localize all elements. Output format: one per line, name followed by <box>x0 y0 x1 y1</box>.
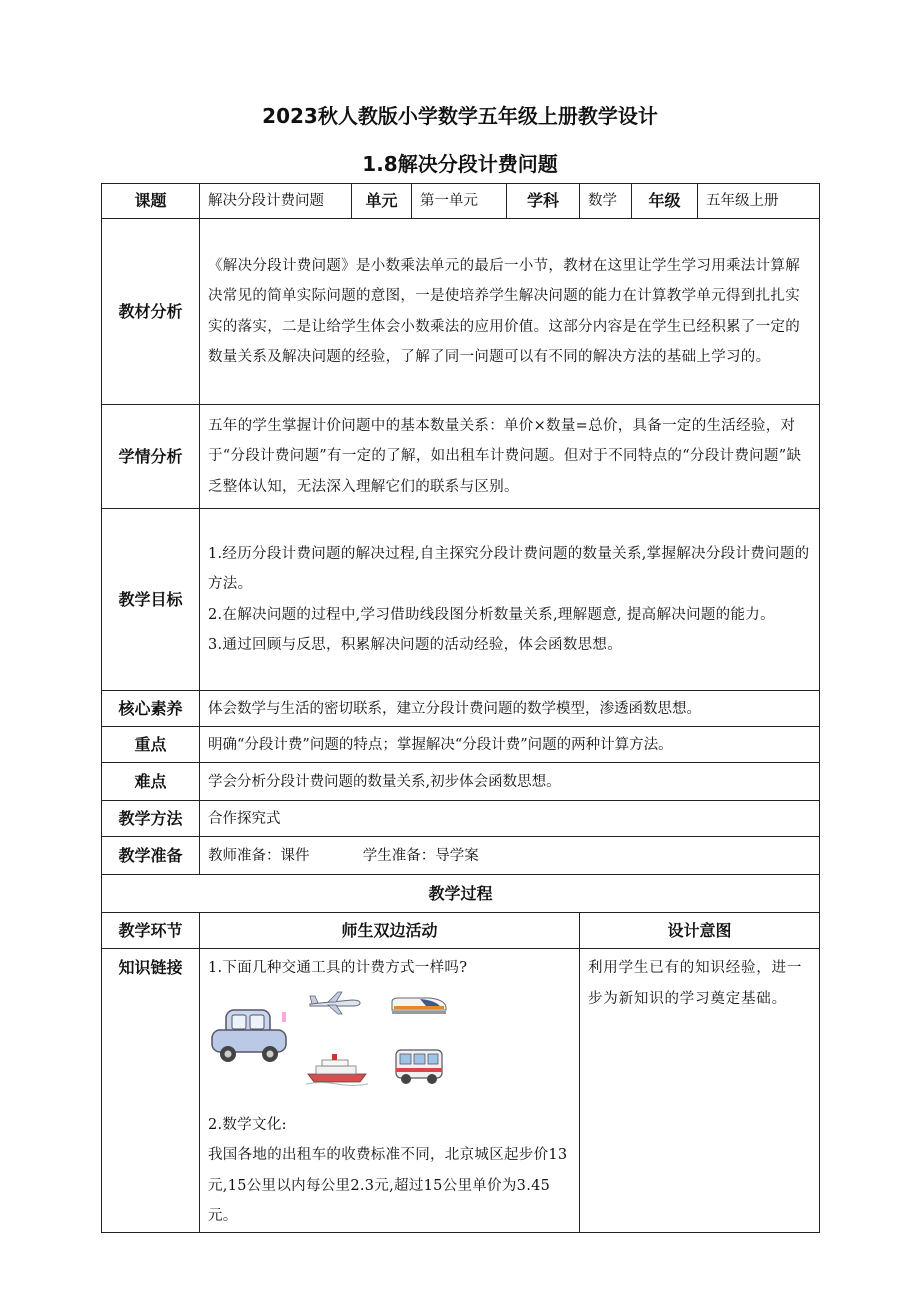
question-1: 1.下面几种交通工具的计费方式一样吗? <box>208 960 468 976</box>
difficulty-row <box>102 763 820 801</box>
prep-teacher: 教师准备：课件 <box>208 847 310 864</box>
transport-images <box>208 990 571 1100</box>
intent-text: 利用学生已有的知识经验，进一步为新知识的学习奠定基础。 <box>580 949 820 1233</box>
method-row <box>102 801 820 837</box>
bus-icon <box>394 1046 444 1086</box>
goals-cell <box>200 509 820 691</box>
core-row <box>102 691 820 727</box>
ship-icon <box>306 1052 368 1086</box>
goal-2: 2.在解决问题的过程中,学习借助线段图分析数量关系,理解题意, 提高解决问题的能力。 <box>208 606 775 623</box>
method-label: 教学方法 <box>102 801 200 837</box>
course-label: 课题 <box>102 184 200 219</box>
activity-col-header: 师生双边活动 <box>200 913 580 949</box>
grade-label: 年级 <box>632 184 698 219</box>
prep-row <box>102 837 820 875</box>
culture-text: 我国各地的出租车的收费标准不同，北京城区起步价13元,15公里以内每公里2.3元,超过15公里单价为3.45元。 <box>208 1147 568 1224</box>
difficulty-label: 难点 <box>102 763 200 801</box>
key-text: 明确“分段计费”问题的特点；掌握解决“分段计费”问题的两种计算方法。 <box>200 727 820 763</box>
knowledge-link-row <box>102 949 820 1233</box>
lesson-plan-table <box>101 183 820 1233</box>
process-title-row <box>102 875 820 913</box>
key-label: 重点 <box>102 727 200 763</box>
method-text: 合作探究式 <box>200 801 820 837</box>
prep-label: 教学准备 <box>102 837 200 875</box>
process-title: 教学过程 <box>102 875 820 913</box>
analysis-row <box>102 219 820 405</box>
goals-row <box>102 509 820 691</box>
subject-value: 数学 <box>580 184 632 219</box>
core-text: 体会数学与生活的密切联系，建立分段计费问题的数学模型，渗透函数思想。 <box>200 691 820 727</box>
intent-col-header: 设计意图 <box>580 913 820 949</box>
analysis-text: 《解决分段计费问题》是小数乘法单元的最后一小节，教材在这里让学生学习用乘法计算解决常见的简单实际问题的意图，一是使培养学生解决问题的能力在计算教学单元得到扎扎实实的落实，二是让给学生体会小数乘法的应用价值。这部分内容是在学生已经积累了一定的数量关系及解决问题的经验，了解了同一问题可以有不同的解决方法的基础上学习的。 <box>200 219 820 405</box>
taxi-icon <box>210 1008 288 1064</box>
goals-label: 教学目标 <box>102 509 200 691</box>
analysis-label: 教材分析 <box>102 219 200 405</box>
stage-col-header: 教学环节 <box>102 913 200 949</box>
goal-1: 1.经历分段计费问题的解决过程,自主探究分段计费问题的数量关系,掌握解决分段计费问题的方法。 <box>208 545 810 592</box>
prep-student: 学生准备：导学案 <box>362 847 479 864</box>
activity-cell <box>200 949 580 1233</box>
stage-label: 知识链接 <box>102 949 200 1233</box>
unit-label: 单元 <box>352 184 412 219</box>
prep-cell <box>200 837 820 875</box>
document-title: 2023秋人教版小学数学五年级上册教学设计 <box>262 104 658 128</box>
grade-value: 五年级上册 <box>698 184 820 219</box>
key-row <box>102 727 820 763</box>
train-icon <box>390 994 448 1016</box>
lesson-title: 1.8解决分段计费问题 <box>362 152 558 176</box>
goal-3: 3.通过回顾与反思，积累解决问题的活动经验，体会函数思想。 <box>208 637 623 653</box>
process-header-row <box>102 913 820 949</box>
student-label: 学情分析 <box>102 405 200 509</box>
course-value: 解决分段计费问题 <box>200 184 352 219</box>
student-row <box>102 405 820 509</box>
difficulty-text: 学会分析分段计费问题的数量关系,初步体会函数思想。 <box>200 763 820 801</box>
subject-label: 学科 <box>507 184 580 219</box>
header-row <box>102 184 820 219</box>
student-text: 五年的学生掌握计价问题中的基本数量关系：单价×数量=总价，具备一定的生活经验，对于“分段计费问题”有一定的了解，如出租车计费问题。但对于不同特点的“分段计费问题”缺乏整体认知，无法深入理解它们的联系与区别。 <box>200 405 820 509</box>
unit-value: 第一单元 <box>412 184 507 219</box>
airplane-icon <box>308 990 362 1016</box>
core-label: 核心素养 <box>102 691 200 727</box>
question-2: 2.数学文化: <box>208 1116 287 1133</box>
